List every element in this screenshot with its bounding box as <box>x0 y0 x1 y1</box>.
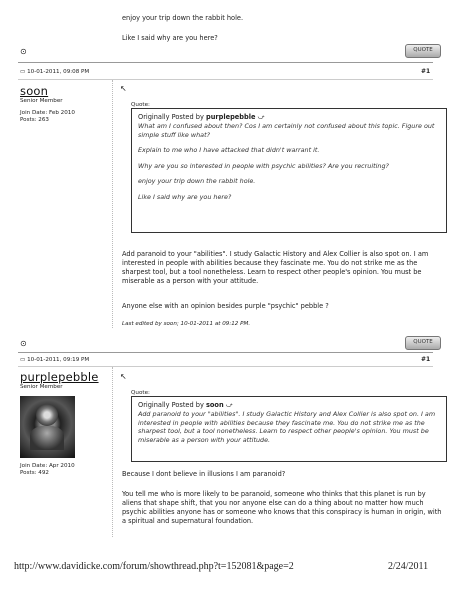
post-header-divider <box>18 366 433 367</box>
footer-url: http://www.davidicke.com/forum/showthread.php?t=152081&page=2 <box>14 561 294 572</box>
last-edited-note: Last edited by soon; 10-01-2011 at 09:12 PM. <box>122 321 251 327</box>
quote-line: Like I said why are you here? <box>138 192 232 201</box>
username-link[interactable]: soon <box>20 84 49 98</box>
avatar-body-shape <box>30 426 64 450</box>
quote-label: Quote: <box>131 102 150 108</box>
post-number[interactable]: #1 <box>421 68 431 75</box>
quote-box <box>131 396 447 462</box>
view-post-icon[interactable]: ⤻ <box>225 401 233 409</box>
column-separator <box>112 367 113 537</box>
post-date-text: 10-01-2011, 09:19 PM <box>27 357 90 363</box>
post-status-icon: ⊙ <box>20 47 27 56</box>
quote-button[interactable]: QUOTE <box>405 44 441 58</box>
post-divider <box>18 352 433 353</box>
post-body-text: Because I dont believe in illusions I am paranoid? <box>122 470 286 478</box>
join-date: Join Date: Feb 2010 <box>20 110 75 116</box>
post-date-text: 10-01-2011, 09:08 PM <box>27 69 90 75</box>
user-avatar[interactable] <box>20 396 75 458</box>
user-rank: Senior Member <box>20 384 63 390</box>
post-number[interactable]: #1 <box>421 356 431 363</box>
post-body-text-2: You tell me who is more likely to be paranoid, someone who thinks that this planet is run by aliens that shape shift, that you nor anyone else can do a thing about no matter how much psychic abilities anyone has or someone who knows that this conspiracy is human in origin, with a spiritual and supernatural foundation. <box>122 490 442 525</box>
post-count: Posts: 492 <box>20 470 49 476</box>
post-date <box>20 68 89 76</box>
username-link[interactable]: purplepebble <box>20 370 99 384</box>
post-icon: ▭ <box>20 69 28 75</box>
quote-header-prefix: Originally Posted by <box>138 401 204 409</box>
quote-line: Explain to me who I have attacked that didn't warrant it. <box>138 146 320 154</box>
quote-header <box>138 401 440 410</box>
post-status-icon: ⊙ <box>20 339 27 348</box>
quote-author[interactable]: purplepebble <box>205 113 256 121</box>
post-date <box>20 356 89 364</box>
prev-post-text-line1: enjoy your trip down the rabbit hole. <box>122 14 244 22</box>
user-rank: Senior Member <box>20 98 63 104</box>
quote-header <box>138 113 440 122</box>
post-icon: ▭ <box>20 357 28 363</box>
post-title-icon: ↖ <box>120 84 127 93</box>
quote-box <box>131 108 447 233</box>
avatar-head-shape <box>36 404 58 426</box>
post-body-text-2: Anyone else with an opinion besides purple "psychic" pebble ? <box>122 302 329 310</box>
quote-header-prefix: Originally Posted by <box>138 113 204 121</box>
quote-button[interactable]: QUOTE <box>405 336 441 350</box>
quote-author[interactable]: soon <box>205 401 224 409</box>
footer-date: 2/24/2011 <box>388 561 429 572</box>
quote-line: Add paranoid to your "abilities". I study Galactic History and Alex Collier is also spot on. I am interested in people with abilities because they fascinate me. You do not strike me as the sharpest tool, but a tool nonetheless. Learn to respect other people's opinion. You must be miserable as a person with your attitude. <box>138 410 436 444</box>
prev-post-text-line2: Like I said why are you here? <box>122 34 218 42</box>
join-date: Join Date: Apr 2010 <box>20 463 75 469</box>
quote-label: Quote: <box>131 390 150 396</box>
post-header-divider <box>18 79 433 80</box>
view-post-icon[interactable]: ⤻ <box>257 113 265 121</box>
post-divider <box>18 62 433 63</box>
post-title-icon: ↖ <box>120 372 127 381</box>
quote-line: Why are you so interested in people with psychic abilities? Are you recruiting? <box>138 161 389 170</box>
post-body-text: Add paranoid to your "abilities". I study Galactic History and Alex Collier is also spot on. I am interested in people with abilities because they fascinate me. You do not strike me as the sharpest tool, but a tool nonetheless. Learn to respect other people's opinion. You must be miserable as a person with your attitude. <box>122 250 429 285</box>
post-count: Posts: 263 <box>20 117 49 123</box>
quote-line: enjoy your trip down the rabbit hole. <box>138 177 256 185</box>
quote-line: What am I confused about then? Cos I am certainly not confused about this topic. Figure out simple stuff like what? <box>138 122 435 139</box>
column-separator <box>112 80 113 328</box>
